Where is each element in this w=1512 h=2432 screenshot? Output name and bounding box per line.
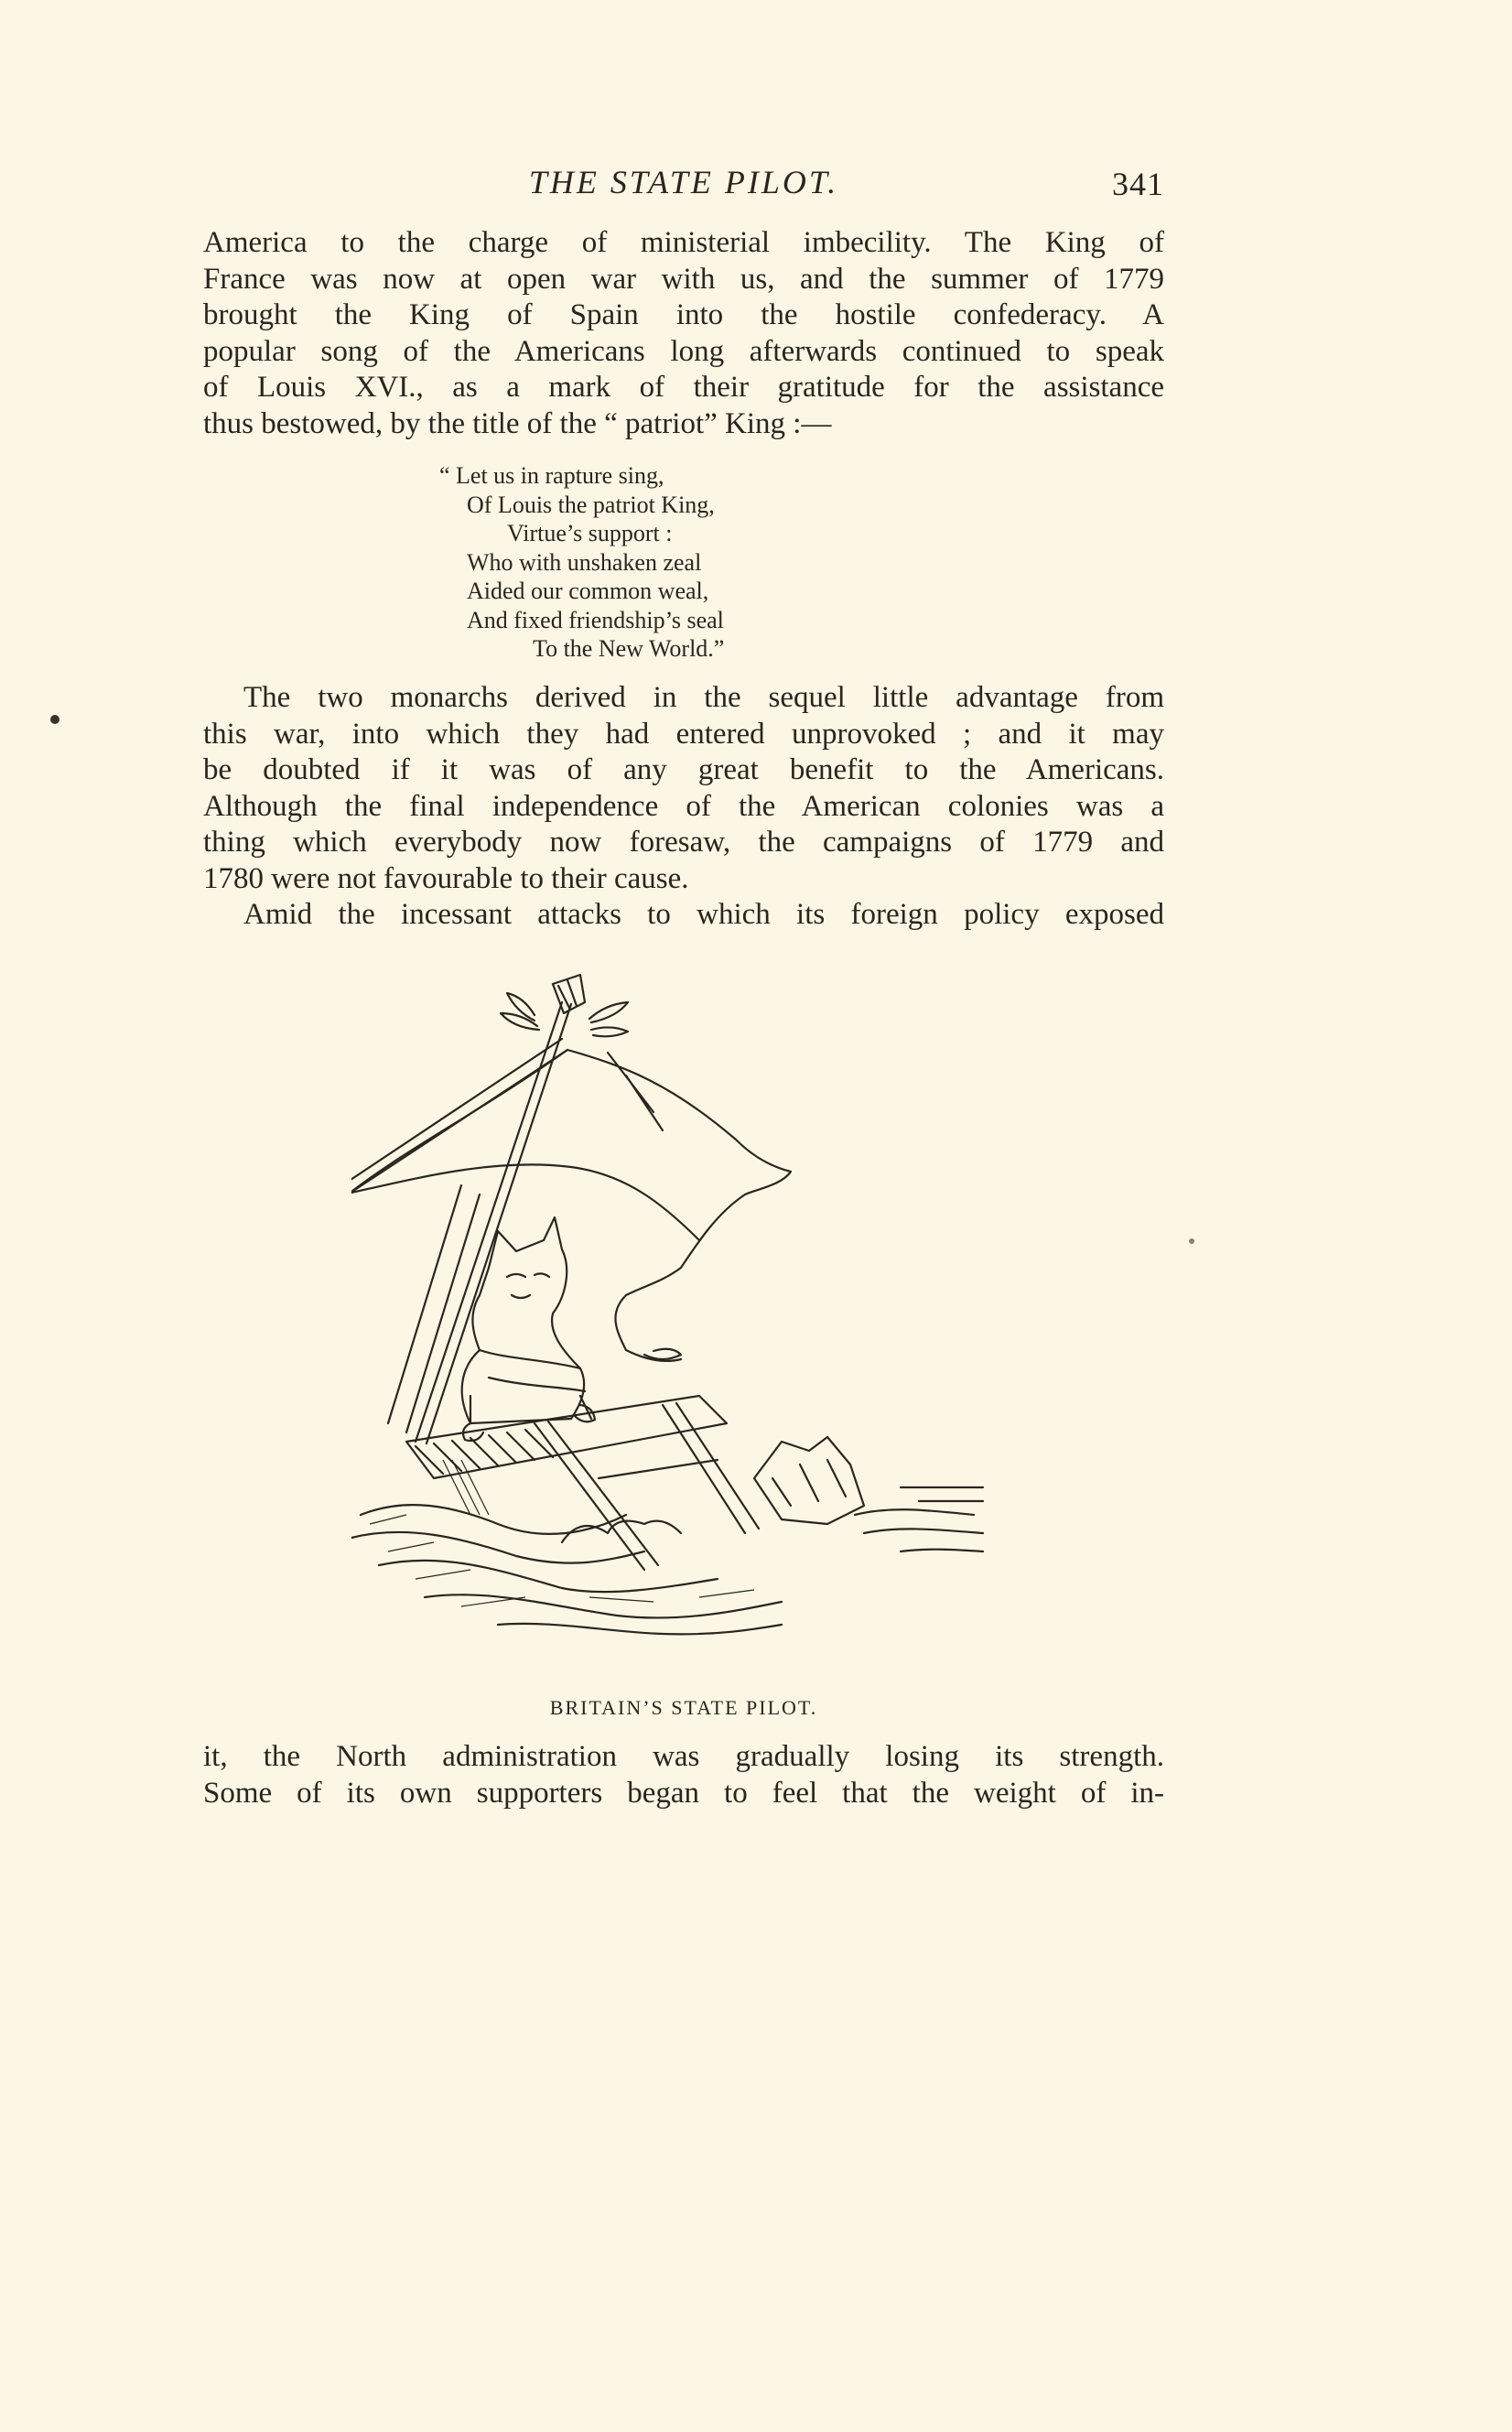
page-number: 341 <box>1112 166 1164 202</box>
waves <box>361 1505 626 1534</box>
yard-line <box>351 1039 562 1185</box>
text-line: America to the charge of ministerial imbecility. The King of <box>203 226 1164 259</box>
text-line: Amid the incessant attacks to which its foreign policy exposed <box>243 898 1164 931</box>
text-line: popular song of the Americans long afterwards continued to speak <box>203 334 1164 368</box>
paragraph-3 <box>203 1739 1164 1811</box>
verse-line: Of Louis the patriot King, <box>467 491 715 518</box>
text-line: be doubted if it was of any great benefit to the Americans. <box>203 753 1164 786</box>
verse-line: Virtue’s support : <box>507 520 673 546</box>
text-line: Some of its own supporters began to feel that the weight of in- <box>203 1776 1164 1810</box>
figure-caption: BRITAIN’S STATE PILOT. <box>549 1696 818 1719</box>
paragraph-2 <box>203 680 1164 934</box>
verse-line: Who with unshaken zeal <box>467 548 702 576</box>
text-line: thus bestowed, by the title of the “ patriot” King :— <box>203 406 832 440</box>
text-line: 1780 were not favourable to their cause. <box>203 861 689 895</box>
text-line: Although the final independence of the American colonies was a <box>203 789 1164 823</box>
text-line: The two monarchs derived in the sequel little advantage from <box>243 681 1164 714</box>
running-title: THE STATE PILOT. <box>528 164 839 200</box>
engraving-illustration <box>351 966 992 1661</box>
text-line: brought the King of Spain into the hostile confederacy. A <box>203 298 1164 331</box>
rock <box>754 1437 864 1524</box>
text-line: it, the North administration was gradually losing its strength. <box>203 1740 1164 1773</box>
text-line: this war, into which they had entered unprovoked ; and it may <box>203 717 1164 751</box>
text-line: of Louis XVI., as a mark of their gratitude for the assistance <box>203 371 1164 404</box>
running-head <box>203 163 1164 209</box>
verse-line: And fixed friendship’s seal <box>467 606 724 633</box>
verse-quotation <box>439 461 725 664</box>
verse-line: “ Let us in rapture sing, <box>439 462 664 489</box>
paragraph-1 <box>203 225 1164 442</box>
verse-line: To the New World.” <box>533 635 725 662</box>
text-line: thing which everybody now foresaw, the campaigns of 1779 and <box>203 826 1164 859</box>
flag-sail <box>567 1050 791 1361</box>
text-line: France was now at open war with us, and the summer of 1779 <box>203 262 1164 296</box>
verse-line: Aided our common weal, <box>467 578 709 604</box>
